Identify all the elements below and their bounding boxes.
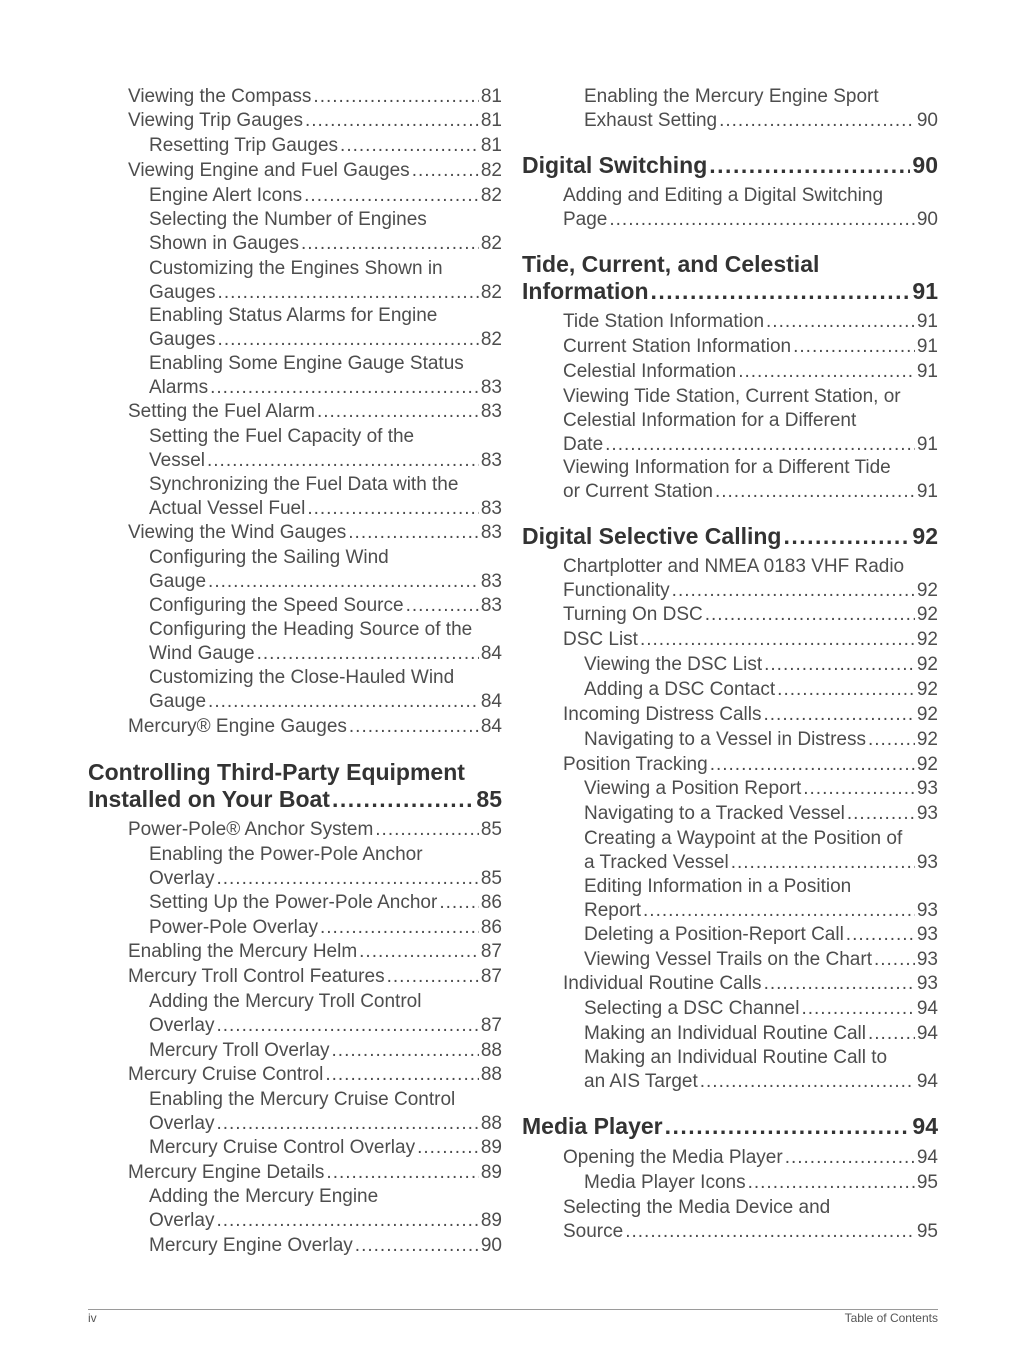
dot-leader xyxy=(609,208,914,232)
toc-entry-title: Exhaust Setting xyxy=(584,110,718,131)
toc-entry-title: Setting Up the Power-Pole Anchor xyxy=(149,892,438,913)
toc-entry-title: Opening the Media Player xyxy=(563,1147,783,1168)
toc-entry[interactable] xyxy=(128,159,502,183)
dot-leader xyxy=(207,449,479,473)
toc-page-number: 90 xyxy=(480,1235,502,1256)
toc-entry-title: Vessel xyxy=(149,450,205,471)
toc-entry-title-line: Celestial Information for a Different xyxy=(563,410,857,431)
dot-leader xyxy=(709,152,910,179)
toc-entry-title: Power-Pole® Anchor System xyxy=(128,819,374,840)
toc-entry[interactable] xyxy=(149,666,502,714)
dot-leader xyxy=(672,579,915,603)
toc-entry-title: Navigating to a Vessel in Distress xyxy=(584,729,866,750)
toc-page-number: 85 xyxy=(480,819,502,840)
toc-entry[interactable] xyxy=(149,891,502,915)
toc-entry[interactable] xyxy=(584,1046,938,1094)
toc-entry-title-line: Selecting the Number of Engines xyxy=(149,209,427,230)
toc-entry[interactable] xyxy=(584,85,938,133)
dot-leader xyxy=(210,376,479,400)
toc-entry-title: Digital Selective Calling xyxy=(522,523,782,549)
toc-entry-title: Configuring the Speed Source xyxy=(149,595,404,616)
dot-leader xyxy=(307,497,479,521)
dot-leader xyxy=(793,335,915,359)
toc-entry[interactable] xyxy=(563,555,938,603)
toc-page-number: 92 xyxy=(912,523,938,549)
toc-entry[interactable] xyxy=(149,546,502,594)
dot-leader xyxy=(764,703,915,727)
toc-entry-title: Gauge xyxy=(149,691,207,712)
footer-page-number: iv xyxy=(88,1311,97,1325)
toc-entry[interactable] xyxy=(128,109,502,133)
toc-page-number: 94 xyxy=(912,1113,938,1139)
dot-leader xyxy=(640,628,915,652)
toc-entry[interactable] xyxy=(149,473,502,521)
toc-entry[interactable] xyxy=(584,923,938,947)
dot-leader xyxy=(218,281,479,305)
toc-entry-title: Functionality xyxy=(563,580,670,601)
toc-entry[interactable] xyxy=(584,827,938,875)
dot-leader xyxy=(874,948,915,972)
dot-leader xyxy=(417,1136,479,1160)
toc-page-number: 93 xyxy=(916,803,938,824)
toc-entry[interactable] xyxy=(584,1171,938,1195)
toc-entry-title: Resetting Trip Gauges xyxy=(149,135,339,156)
toc-page-number: 92 xyxy=(916,729,938,750)
toc-entry[interactable] xyxy=(584,777,938,801)
toc-entry-title: Making an Individual Routine Call xyxy=(584,1023,866,1044)
toc-entry-title: Position Tracking xyxy=(563,754,708,775)
dot-leader xyxy=(764,972,915,996)
toc-entry[interactable] xyxy=(149,425,502,473)
toc-entry[interactable] xyxy=(149,916,502,940)
toc-entry-title: Media Player xyxy=(522,1113,663,1139)
toc-entry[interactable] xyxy=(584,997,938,1021)
toc-entry-title: Mercury Troll Overlay xyxy=(149,1040,330,1061)
toc-entry-title: Navigating to a Tracked Vessel xyxy=(584,803,845,824)
toc-entry-title: Tide Station Information xyxy=(563,311,765,332)
toc-entry-title: Engine Alert Icons xyxy=(149,185,303,206)
toc-entry-title-line: Synchronizing the Fuel Data with the xyxy=(149,474,459,495)
toc-page-number: 91 xyxy=(916,311,938,332)
toc-page-number: 94 xyxy=(916,1071,938,1092)
toc-entry-title: an AIS Target xyxy=(584,1071,698,1092)
toc-entry[interactable] xyxy=(563,360,938,384)
dot-leader xyxy=(868,1022,915,1046)
toc-entry-title: Enabling the Mercury Helm xyxy=(128,941,358,962)
toc-entry-title: Turning On DSC xyxy=(563,604,703,625)
toc-page-number: 89 xyxy=(480,1137,502,1158)
toc-entry-title: Report xyxy=(584,900,642,921)
toc-page-number: 83 xyxy=(480,401,502,422)
dot-leader xyxy=(766,310,915,334)
toc-entry-title: Incoming Distress Calls xyxy=(563,704,762,725)
toc-chapter-entry[interactable] xyxy=(522,1113,938,1140)
toc-entry-title-line: Selecting the Media Device and xyxy=(563,1197,831,1218)
toc-page-number: 87 xyxy=(480,941,502,962)
dot-leader xyxy=(719,109,915,133)
footer-section-title: Table of Contents xyxy=(844,1311,938,1325)
toc-page-number: 81 xyxy=(480,135,502,156)
toc-entry-title: Viewing Vessel Trails on the Chart xyxy=(584,949,872,970)
toc-entry[interactable] xyxy=(128,521,502,545)
toc-entry-title-line: Adding and Editing a Digital Switching xyxy=(563,185,884,206)
toc-page-number: 89 xyxy=(480,1162,502,1183)
toc-entry[interactable] xyxy=(128,940,502,964)
toc-entry-title: Deleting a Position-Report Call xyxy=(584,924,844,945)
toc-page-number: 83 xyxy=(480,522,502,543)
toc-entry[interactable] xyxy=(563,753,938,777)
dot-leader xyxy=(355,1234,479,1258)
toc-entry-title: Mercury Troll Control Features xyxy=(128,966,385,987)
toc-page-number: 91 xyxy=(916,434,938,455)
toc-entry-title: Mercury Cruise Control xyxy=(128,1064,324,1085)
dot-leader xyxy=(700,1070,915,1094)
toc-entry-title-line: Enabling the Mercury Engine Sport xyxy=(584,86,879,107)
toc-entry-title: Gauge xyxy=(149,571,207,592)
dot-leader xyxy=(301,232,479,256)
toc-entry-title: Information xyxy=(522,278,649,304)
toc-page-number: 86 xyxy=(480,917,502,938)
toc-entry-title: a Tracked Vessel xyxy=(584,852,729,873)
dot-leader xyxy=(216,867,478,891)
toc-entry[interactable] xyxy=(149,208,502,256)
toc-entry[interactable] xyxy=(149,134,502,158)
dot-leader xyxy=(406,594,479,618)
dot-leader xyxy=(216,1014,478,1038)
dot-leader xyxy=(777,678,915,702)
toc-page-number: 82 xyxy=(480,233,502,254)
toc-entry[interactable] xyxy=(149,1136,502,1160)
toc-entry-title: Gauges xyxy=(149,282,216,303)
dot-leader xyxy=(801,997,914,1021)
toc-page-number: 89 xyxy=(480,1210,502,1231)
toc-entry[interactable] xyxy=(149,618,502,666)
toc-entry[interactable] xyxy=(128,1161,502,1185)
toc-page-number: 84 xyxy=(480,691,502,712)
dot-leader xyxy=(439,891,479,915)
toc-entry-title: Mercury Cruise Control Overlay xyxy=(149,1137,416,1158)
toc-page-number: 95 xyxy=(916,1172,938,1193)
toc-entry[interactable] xyxy=(563,1146,938,1170)
toc-entry[interactable] xyxy=(563,456,938,504)
dot-leader xyxy=(332,1039,479,1063)
toc-entry[interactable] xyxy=(584,728,938,752)
dot-leader xyxy=(412,159,479,183)
toc-entry-title: Media Player Icons xyxy=(584,1172,746,1193)
toc-entry-title: Mercury® Engine Gauges xyxy=(128,716,347,737)
dot-leader xyxy=(803,777,915,801)
dot-leader xyxy=(715,480,915,504)
dot-leader xyxy=(325,1063,479,1087)
toc-entry-title-line: Adding the Mercury Troll Control xyxy=(149,991,422,1012)
toc-entry-title: Alarms xyxy=(149,377,209,398)
dot-leader xyxy=(216,1112,478,1136)
toc-page-number: 93 xyxy=(916,924,938,945)
toc-entry-title: or Current Station xyxy=(563,481,713,502)
toc-entry-title-line: Configuring the Sailing Wind xyxy=(149,547,389,568)
dot-leader xyxy=(208,690,479,714)
toc-entry[interactable] xyxy=(149,352,502,400)
dot-leader xyxy=(218,328,479,352)
toc-page-number: 95 xyxy=(916,1221,938,1242)
toc-entry-title: Viewing the DSC List xyxy=(584,654,763,675)
toc-entry-title: Gauges xyxy=(149,329,216,350)
toc-page-number: 83 xyxy=(480,498,502,519)
toc-page-number: 94 xyxy=(916,1147,938,1168)
toc-entry-title-line: Tide, Current, and Celestial xyxy=(522,251,820,277)
toc-entry[interactable] xyxy=(149,1088,502,1136)
toc-page-number: 92 xyxy=(916,754,938,775)
dot-leader xyxy=(748,1171,915,1195)
toc-entry[interactable] xyxy=(149,1039,502,1063)
toc-page-number: 92 xyxy=(916,629,938,650)
toc-entry[interactable] xyxy=(563,703,938,727)
toc-page-number: 86 xyxy=(480,892,502,913)
toc-entry[interactable] xyxy=(584,1022,938,1046)
toc-page-number: 92 xyxy=(916,679,938,700)
toc-entry[interactable] xyxy=(584,948,938,972)
toc-chapter-entry[interactable] xyxy=(522,523,938,550)
dot-leader xyxy=(643,899,915,923)
toc-entry[interactable] xyxy=(149,1185,502,1233)
dot-leader xyxy=(348,521,479,545)
dot-leader xyxy=(257,642,479,666)
toc-entry-title: Viewing the Wind Gauges xyxy=(128,522,347,543)
toc-page-number: 93 xyxy=(916,900,938,921)
toc-entry[interactable] xyxy=(128,85,502,109)
dot-leader xyxy=(359,940,479,964)
toc-entry[interactable] xyxy=(149,304,502,352)
toc-entry[interactable] xyxy=(128,965,502,989)
toc-entry-title-line: Enabling Some Engine Gauge Status xyxy=(149,353,464,374)
toc-page-number: 84 xyxy=(480,643,502,664)
toc-page-number: 83 xyxy=(480,450,502,471)
toc-page-number: 81 xyxy=(480,86,502,107)
toc-entry[interactable] xyxy=(563,335,938,359)
toc-page-number: 93 xyxy=(916,852,938,873)
dot-leader xyxy=(731,851,915,875)
dot-leader xyxy=(783,523,910,550)
dot-leader xyxy=(705,603,915,627)
dot-leader xyxy=(216,1209,478,1233)
dot-leader xyxy=(317,400,479,424)
toc-entry[interactable] xyxy=(563,972,938,996)
toc-page-number: 87 xyxy=(480,966,502,987)
toc-page-number: 90 xyxy=(912,152,938,178)
toc-entry-title-line: Enabling the Power-Pole Anchor xyxy=(149,844,423,865)
toc-entry-title: Selecting a DSC Channel xyxy=(584,998,800,1019)
toc-entry[interactable] xyxy=(563,184,938,232)
toc-page-number: 83 xyxy=(480,377,502,398)
toc-page-number: 87 xyxy=(480,1015,502,1036)
toc-page-number: 82 xyxy=(480,282,502,303)
toc-entry-title: Source xyxy=(563,1221,624,1242)
dot-leader xyxy=(313,85,478,109)
toc-entry-title-line: Viewing Tide Station, Current Station, or xyxy=(563,386,901,407)
toc-page-number: 82 xyxy=(480,329,502,350)
toc-entry-title: Current Station Information xyxy=(563,336,792,357)
toc-page-number: 90 xyxy=(916,209,938,230)
toc-page-number: 90 xyxy=(916,110,938,131)
toc-entry-title: Actual Vessel Fuel xyxy=(149,498,306,519)
toc-page-number: 83 xyxy=(480,595,502,616)
toc-page-number: 92 xyxy=(916,704,938,725)
toc-entry[interactable] xyxy=(584,653,938,677)
dot-leader xyxy=(665,1113,911,1140)
toc-page-number: 81 xyxy=(480,110,502,131)
toc-entry-title-line: Configuring the Heading Source of the xyxy=(149,619,473,640)
toc-chapter-entry[interactable] xyxy=(88,759,502,813)
toc-page-number: 85 xyxy=(480,868,502,889)
toc-chapter-entry[interactable] xyxy=(522,152,938,179)
dot-leader xyxy=(764,653,915,677)
toc-entry[interactable] xyxy=(149,184,502,208)
toc-entry-title: Power-Pole Overlay xyxy=(149,917,318,938)
dot-leader xyxy=(326,1161,478,1185)
dot-leader xyxy=(375,818,479,842)
toc-page-number: 88 xyxy=(480,1064,502,1085)
toc-entry[interactable] xyxy=(149,1234,502,1258)
dot-leader xyxy=(320,916,479,940)
dot-leader xyxy=(340,134,479,158)
dot-leader xyxy=(208,570,479,594)
dot-leader xyxy=(625,1220,915,1244)
toc-page-number: 93 xyxy=(916,949,938,970)
toc-entry-title: Installed on Your Boat xyxy=(88,786,330,812)
toc-entry-title-line: Creating a Waypoint at the Position of xyxy=(584,828,903,849)
toc-entry-title: Overlay xyxy=(149,1113,215,1134)
toc-entry-title: Page xyxy=(563,209,608,230)
toc-entry[interactable] xyxy=(563,1196,938,1244)
toc-page-number: 93 xyxy=(916,973,938,994)
toc-page-number: 91 xyxy=(912,278,938,304)
toc-page-number: 91 xyxy=(916,361,938,382)
toc-entry-title: Overlay xyxy=(149,868,215,889)
toc-entry[interactable] xyxy=(563,385,938,457)
toc-entry-title: Viewing Trip Gauges xyxy=(128,110,303,131)
toc-entry-title-line: Customizing the Engines Shown in xyxy=(149,258,443,279)
toc-entry-title-line: Chartplotter and NMEA 0183 VHF Radio xyxy=(563,556,905,577)
toc-entry-title-line: Enabling the Mercury Cruise Control xyxy=(149,1089,456,1110)
toc-entry-title-line: Viewing Information for a Different Tide xyxy=(563,457,891,478)
toc-entry-title: Viewing Engine and Fuel Gauges xyxy=(128,160,410,181)
toc-entry[interactable] xyxy=(128,818,502,842)
toc-entry-title-line: Setting the Fuel Capacity of the xyxy=(149,426,415,447)
toc-page-number: 91 xyxy=(916,336,938,357)
toc-page-number: 94 xyxy=(916,998,938,1019)
dot-leader xyxy=(868,728,915,752)
toc-page-number: 91 xyxy=(916,481,938,502)
toc-entry[interactable] xyxy=(149,843,502,891)
toc-entry-title: Mercury Engine Details xyxy=(128,1162,325,1183)
dot-leader xyxy=(305,109,479,133)
toc-page-number: 94 xyxy=(916,1023,938,1044)
toc-entry-title-line: Customizing the Close-Hauled Wind xyxy=(149,667,455,688)
toc-entry[interactable] xyxy=(584,678,938,702)
toc-page-number: 84 xyxy=(480,716,502,737)
toc-entry[interactable] xyxy=(128,1063,502,1087)
toc-page-number: 93 xyxy=(916,778,938,799)
toc-entry-title: Viewing a Position Report xyxy=(584,778,802,799)
toc-entry[interactable] xyxy=(584,802,938,826)
toc-entry-title: Date xyxy=(563,434,604,455)
dot-leader xyxy=(651,278,911,305)
toc-entry-title: Adding a DSC Contact xyxy=(584,679,776,700)
toc-entry-title: Overlay xyxy=(149,1015,215,1036)
toc-entry-title-line: Making an Individual Routine Call to xyxy=(584,1047,888,1068)
toc-entry[interactable] xyxy=(149,594,502,618)
toc-page-number: 92 xyxy=(916,580,938,601)
toc-entry[interactable] xyxy=(584,875,938,923)
dot-leader xyxy=(332,786,474,813)
toc-entry-title: Viewing the Compass xyxy=(128,86,312,107)
toc-page-number: 88 xyxy=(480,1040,502,1061)
toc-entry-title: Celestial Information xyxy=(563,361,737,382)
dot-leader xyxy=(738,360,915,384)
dot-leader xyxy=(349,715,479,739)
toc-entry-title: Shown in Gauges xyxy=(149,233,299,254)
toc-entry[interactable] xyxy=(128,400,502,424)
toc-page-number: 88 xyxy=(480,1113,502,1134)
toc-page-number: 92 xyxy=(916,654,938,675)
dot-leader xyxy=(605,433,915,457)
toc-entry-title-line: Editing Information in a Position xyxy=(584,876,852,897)
toc-entry-title-line: Controlling Third-Party Equipment xyxy=(88,759,465,785)
toc-entry-title: Wind Gauge xyxy=(149,643,255,664)
toc-entry-title-line: Enabling Status Alarms for Engine xyxy=(149,305,438,326)
toc-entry[interactable] xyxy=(128,715,502,739)
dot-leader xyxy=(785,1146,915,1170)
toc-entry[interactable] xyxy=(149,990,502,1038)
dot-leader xyxy=(304,184,479,208)
toc-entry-title: DSC List xyxy=(563,629,638,650)
toc-entry[interactable] xyxy=(563,628,938,652)
toc-entry[interactable] xyxy=(563,603,938,627)
dot-leader xyxy=(387,965,479,989)
toc-entry-title: Mercury Engine Overlay xyxy=(149,1235,353,1256)
toc-page-number: 83 xyxy=(480,571,502,592)
toc-entry[interactable] xyxy=(563,310,938,334)
footer-divider xyxy=(88,1309,938,1310)
dot-leader xyxy=(710,753,915,777)
toc-entry-title: Setting the Fuel Alarm xyxy=(128,401,315,422)
toc-entry[interactable] xyxy=(149,257,502,305)
toc-entry-title: Digital Switching xyxy=(522,152,708,178)
toc-entry-title-line: Adding the Mercury Engine xyxy=(149,1186,379,1207)
dot-leader xyxy=(847,802,915,826)
toc-page-number: 85 xyxy=(476,786,502,812)
toc-entry-title: Individual Routine Calls xyxy=(563,973,762,994)
toc-page-number: 92 xyxy=(916,604,938,625)
toc-page-number: 82 xyxy=(480,185,502,206)
toc-chapter-entry[interactable] xyxy=(522,251,938,305)
toc-entry-title: Overlay xyxy=(149,1210,215,1231)
toc-page-number: 82 xyxy=(480,160,502,181)
dot-leader xyxy=(846,923,915,947)
